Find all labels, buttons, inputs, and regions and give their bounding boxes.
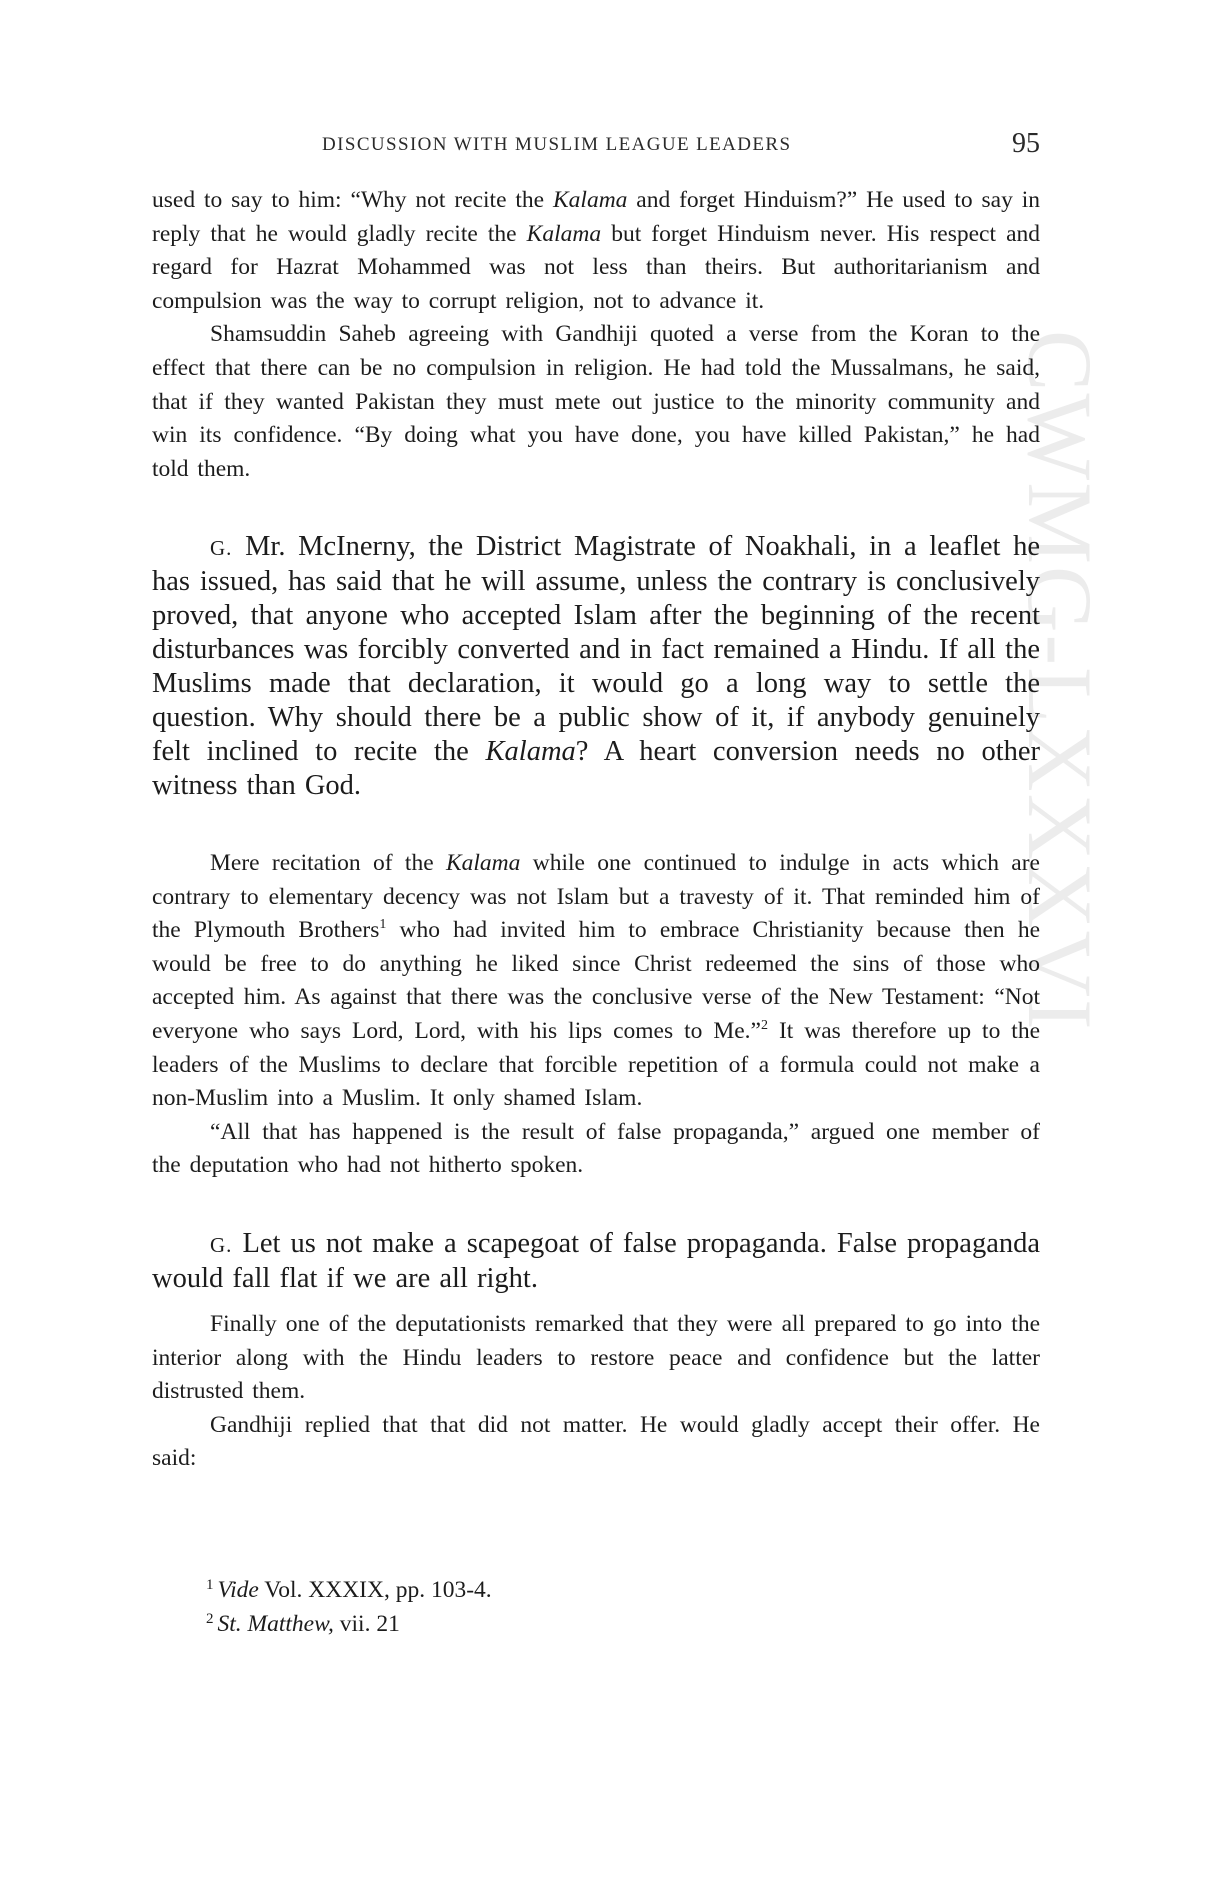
speaker-label: G. xyxy=(210,1233,233,1257)
italic-term: Kalama xyxy=(526,220,602,247)
footnote-mark: 2 xyxy=(206,1611,214,1627)
gandhi-speech-2 xyxy=(152,1227,1040,1296)
paragraph-7: Finally one of the deputationists remarked that they were all prepared to go into the interior along with the Hindu leaders to restore peace and confidence but the latter distrusted them. xyxy=(152,1311,1040,1405)
page-number: 95 xyxy=(1012,128,1040,159)
paragraph-2: Shamsuddin Saheb agreeing with Gandhiji quoted a verse from the Koran to the effect that there can be no compulsion in religion. He had told the Mussalmans, he said, that if they wanted Pakistan they must mete out justice to the minority community and win its confidence. “By doing what you have done, you have killed Pakistan,” he had told them. xyxy=(152,321,1040,482)
footnote-1: $^1$ Vide Vol. XXXIX, pp. 103-4. xyxy=(206,1577,492,1603)
footnotes xyxy=(206,1573,906,1641)
running-head: DISCUSSION WITH MUSLIM LEAGUE LEADERS xyxy=(322,134,792,155)
gandhi-speech-1 xyxy=(152,530,1040,803)
paragraph-3: G. Mr. McInerny, the District Magistrate of Noakhali, in a leaflet he has issued, has said that he will assume, unless the contrary is conclusively proved, that anyone who accepted Islam after the beginning of the recent disturbances was forcibly converted and in fact remained a Hindu. If all the Muslims made that declaration, it would go a long way to settle the question. Why should there be a public show of it, if anybody genuinely felt inclined to recite the Kalama? A heart conversion needs no other witness than God. xyxy=(152,531,1041,801)
paragraph-group-3 xyxy=(152,1308,1040,1476)
paragraph-group-2 xyxy=(152,847,1040,1183)
italic-term: Kalama xyxy=(552,187,628,213)
paragraph-5: “All that has happened is the result of false propaganda,” argued one member of the deputation who had not hitherto spoken. xyxy=(152,1118,1040,1179)
paragraph-4: Mere recitation of the Kalama while one continued to indulge in acts which are contrary to elementary decency was not Islam but a travesty of it. That reminded him of the Plymouth Brothers$^1$ who had invited him to embrace Christianity because then he would be free to do anything he liked since Christ redeemed the sins of those who accepted him. As against that there was the conclusive verse of the New Testament: “Not everyone who says Lord, Lord, with his lips comes to Me.”$^2$ It was therefore up to the leaders of the Muslims to declare that forcible repetition of a formula could not make a non-Muslim into a Muslim. It only shamed Islam. xyxy=(152,850,1041,1112)
paragraph-group-1 xyxy=(152,184,1040,486)
italic-term: Kalama xyxy=(445,850,521,876)
paragraph-6: G. Let us not make a scapegoat of false propaganda. False propaganda would fall flat if we are all right. xyxy=(152,1228,1040,1294)
footnote-ref-2[interactable]: 2 xyxy=(760,1017,768,1033)
speaker-label: G. xyxy=(210,536,233,560)
footnote-ref-1[interactable]: 1 xyxy=(379,917,387,933)
footnote-mark: 1 xyxy=(206,1577,214,1593)
paragraph-8: Gandhiji replied that that did not matter. He would gladly accept their offer. He said: xyxy=(152,1411,1040,1472)
footnote-2: $^2$ St. Matthew, vii. 21 xyxy=(206,1611,400,1637)
cwmg-watermark: CWMG-LXXXVI xyxy=(1009,330,1111,1032)
italic-term: Kalama xyxy=(485,736,576,767)
paragraph-1: used to say to him: “Why not recite the Kalama and forget Hinduism?” He used to say in reply that he would gladly recite the Kalama but forget Hinduism never. His respect and regard for Hazrat Mohammed was not less than theirs. But authoritarianism and compulsion was the way to corrupt religion, not to advance it. xyxy=(152,187,1040,314)
